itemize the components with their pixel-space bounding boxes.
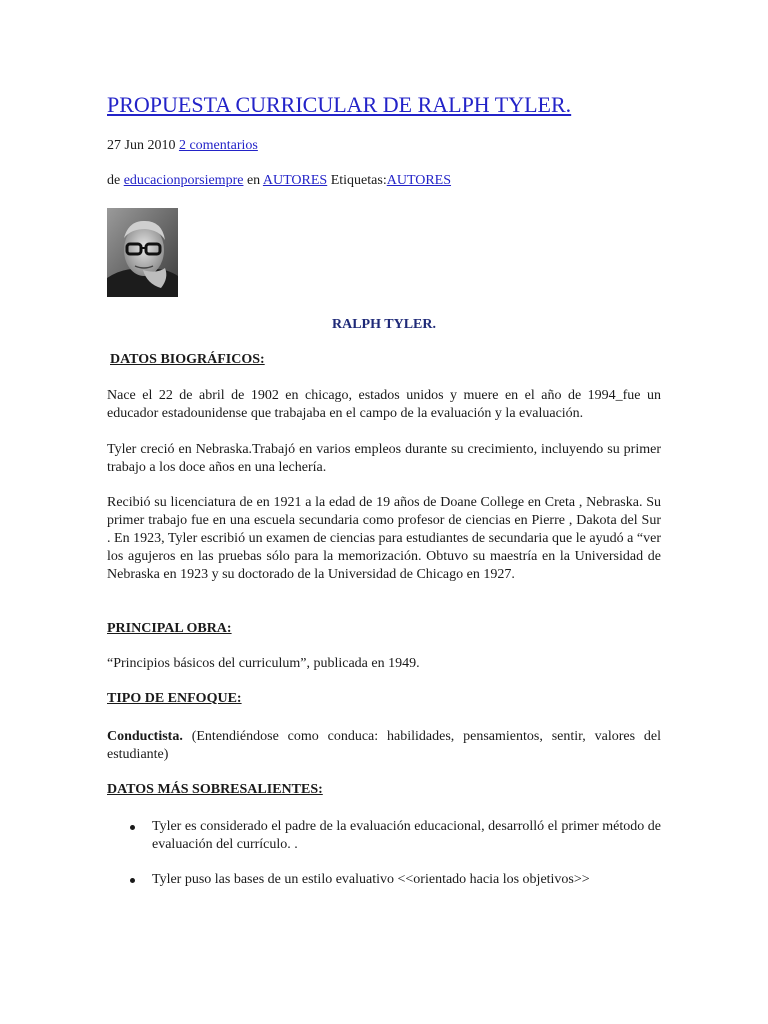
post-date-line <box>107 138 258 154</box>
bio-paragraph-2: Tyler creció en Nebraska.Trabajó en varios empleos durante su crecimiento, incluyendo su primer trabajo a los doce años en una lechería. <box>107 442 661 475</box>
highlight-text: Tyler es considerado el padre de la evaluación educacional, desarrolló el primer método de evaluación del currículo. . <box>152 819 661 852</box>
highlight-text: Tyler puso las bases de un estilo evaluativo <<orientado hacia los objetivos>> <box>152 872 590 887</box>
highlights-list <box>107 818 661 889</box>
in-word: en <box>246 173 261 188</box>
approach-heading: TIPO DE ENFOQUE: <box>107 691 242 706</box>
bullet-icon <box>130 825 135 830</box>
work-text: “Principios básicos del curriculum”, publicada en 1949. <box>107 656 420 671</box>
comments-link[interactable]: 2 comentarios <box>178 138 258 153</box>
tags-label: Etiquetas: <box>330 173 387 188</box>
list-item <box>107 871 661 889</box>
bio-paragraph-1: Nace el 22 de abril de 1902 en chicago, estados unidos y muere en el año de 1994_fue un educador estadounidense que trabajaba en el campo de la evaluación y la evaluación. <box>107 388 661 421</box>
subject-heading: RALPH TYLER. <box>332 317 436 332</box>
category-link[interactable]: AUTORES <box>262 173 328 188</box>
tag-link[interactable]: AUTORES <box>386 173 452 188</box>
bio-heading: DATOS BIOGRÁFICOS: <box>110 352 265 367</box>
post-title-link[interactable]: PROPUESTA CURRICULAR DE RALPH TYLER. <box>107 92 572 117</box>
approach-label: Conductista. <box>107 729 183 744</box>
ralph-tyler-portrait <box>107 208 178 297</box>
bio-paragraph-3: Recibió su licenciatura de en 1921 a la edad de 19 años de Doane College en Creta , Nebraska. Su primer trabajo fue en una escuela secundaria como profesor de ciencias en Pierre , Dakota del Sur . En 1923, Tyler escribió un examen de ciencias para estudiantes de secundaria que le ayudó a “ver los agujeros en las pruebas sólo para la memorización. Obtuvo su maestría en la Universidad de Nebraska en 1923 y su doctorado de la Universidad de Chicago en 1927. <box>107 495 661 582</box>
author-link[interactable]: educacionporsiempre <box>123 173 244 188</box>
work-heading: PRINCIPAL OBRA: <box>107 621 232 636</box>
bullet-icon <box>130 878 135 883</box>
post-byline <box>107 173 451 189</box>
post-title <box>107 92 571 118</box>
by-prefix: de <box>107 173 121 188</box>
list-item <box>107 818 661 854</box>
post-date: 27 Jun 2010 <box>107 138 176 153</box>
highlights-heading: DATOS MÁS SOBRESALIENTES: <box>107 782 323 797</box>
approach-paragraph <box>107 728 661 764</box>
approach-description: (Entendiéndose como conduca: habilidades, pensamientos, sentir, valores del estudiante) <box>107 729 661 762</box>
